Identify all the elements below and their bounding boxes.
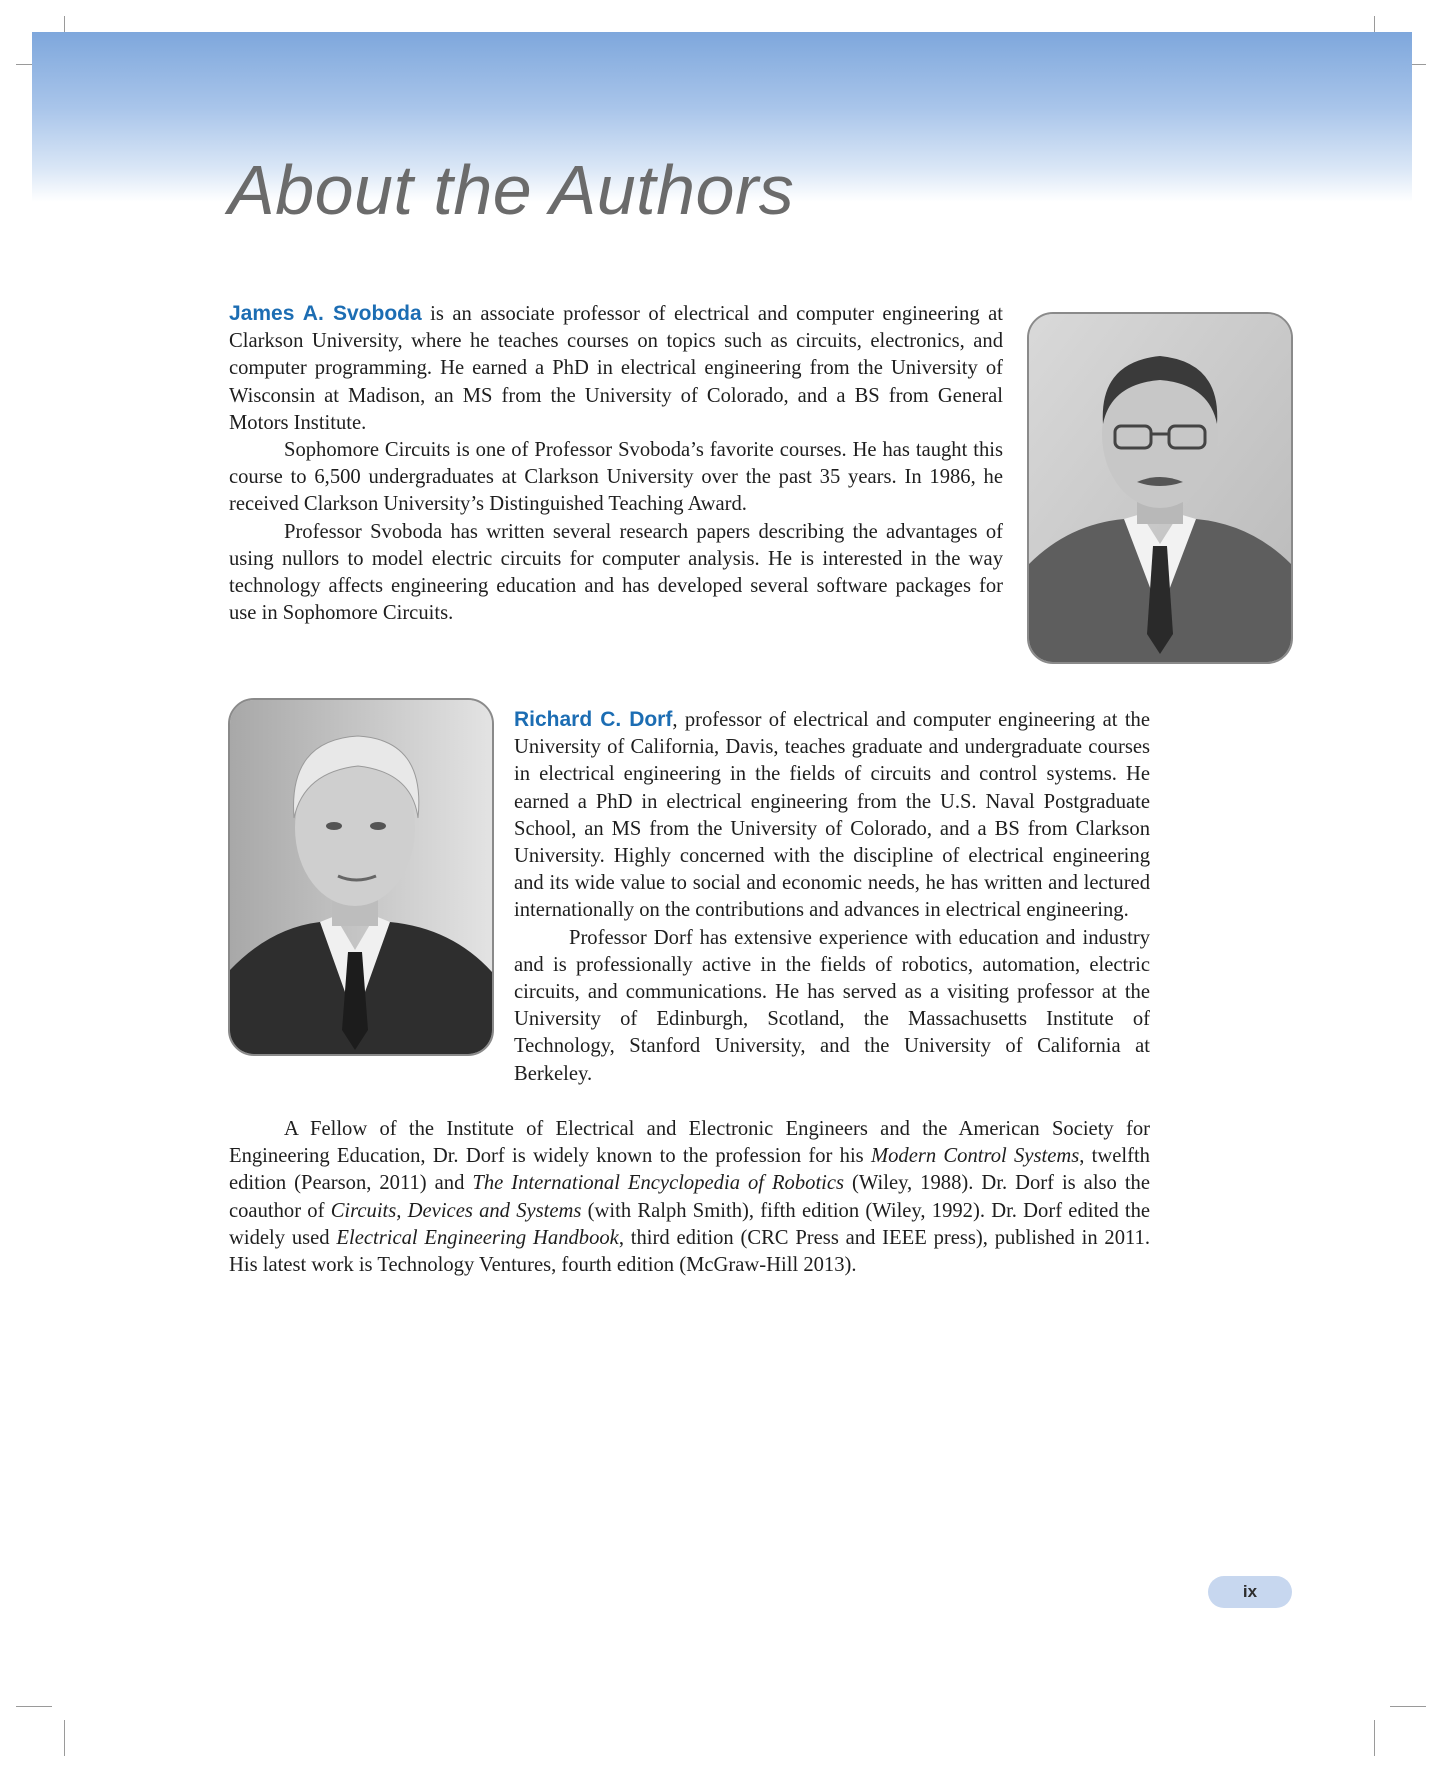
page-number: ix xyxy=(1208,1576,1292,1608)
page-title: About the Authors xyxy=(228,151,795,229)
bio-paragraph: Professor Svoboda has written several research papers describing the advantages of using nullors to model electric circuits for computer analysis. He is interested in the way technology affects engineering education and has developed several software packages for use in Sophomore Circuits. xyxy=(229,520,1003,625)
crop-mark xyxy=(1390,1706,1426,1707)
book-title: Circuits, Devices and Systems xyxy=(330,1199,582,1222)
author-name: Richard C. Dorf xyxy=(514,708,673,731)
book-title: The International Encyclopedia of Robotics xyxy=(472,1172,845,1195)
crop-mark xyxy=(16,1706,52,1707)
book-title: Modern Control Systems xyxy=(870,1145,1080,1168)
bio-paragraph: A Fellow of the Institute of Electrical and Electronic Engineers and the American Society for Engineering Education, Dr. Dorf is widely known to the profession for his Modern Control Systems, twelfth edition (Pearson, 2011) and The International Encyclopedia of Robotics (Wiley, 1988). Dr. Dorf is also the coauthor of Circuits, Devices and Systems (with Ralph Smith), fifth edition (Wiley, 1992). Dr. Dorf edited the widely used Electrical Engineering Handbook, third edition (CRC Press and IEEE press), published in 2011. His latest work is Technology Ventures, fourth edition (McGraw-Hill 2013). xyxy=(229,1118,1151,1277)
book-title: Electrical Engineering Handbook xyxy=(336,1226,619,1249)
bio-dorf-continued xyxy=(229,1116,1150,1279)
bio-paragraph: Sophomore Circuits is one of Professor Svoboda’s favorite courses. He has taught this course to 6,500 undergraduates at Clarkson University over the past 35 years. In 1986, he received Clarkson University’s Distinguished Teaching Award. xyxy=(229,439,1003,516)
crop-mark xyxy=(1374,1720,1375,1756)
author-photo-svoboda xyxy=(1027,312,1293,664)
bio-svoboda xyxy=(229,300,1003,627)
bio-dorf xyxy=(514,706,1150,1088)
bio-paragraph: Richard C. Dorf, professor of electrical and computer engineering at the University of California, Davis, teaches graduate and undergraduate courses in electrical engineering in the fields of circuits and control systems. He earned a PhD in electrical engineering from the U.S. Naval Postgraduate School, an MS from the University of Colorado, and a BS from Clarkson University. Highly concerned with the discipline of electrical engineering and its wide value to social and economic needs, he has written and lectured internationally on the contributions and advances in electrical engineering. xyxy=(514,708,1150,922)
author-photo-dorf xyxy=(228,698,494,1056)
bio-paragraph: Professor Dorf has extensive experience with education and industry and is professionally active in the fields of robotics, automation, electric circuits, and communications. He has served as a visiting professor at the University of Edinburgh, Scotland, the Massachusetts Institute of Technology, Stanford University, and the University of California at Berkeley. xyxy=(514,926,1150,1085)
crop-mark xyxy=(64,1720,65,1756)
author-name: James A. Svoboda xyxy=(229,302,422,325)
bio-paragraph: James A. Svoboda is an associate professor of electrical and computer engineering at Clarkson University, where he teaches courses on topics such as circuits, electronics, and computer programming. He earned a PhD in electrical engineering from the University of Wisconsin at Madison, an MS from the University of Colorado, and a BS from General Motors Institute. xyxy=(229,302,1003,434)
